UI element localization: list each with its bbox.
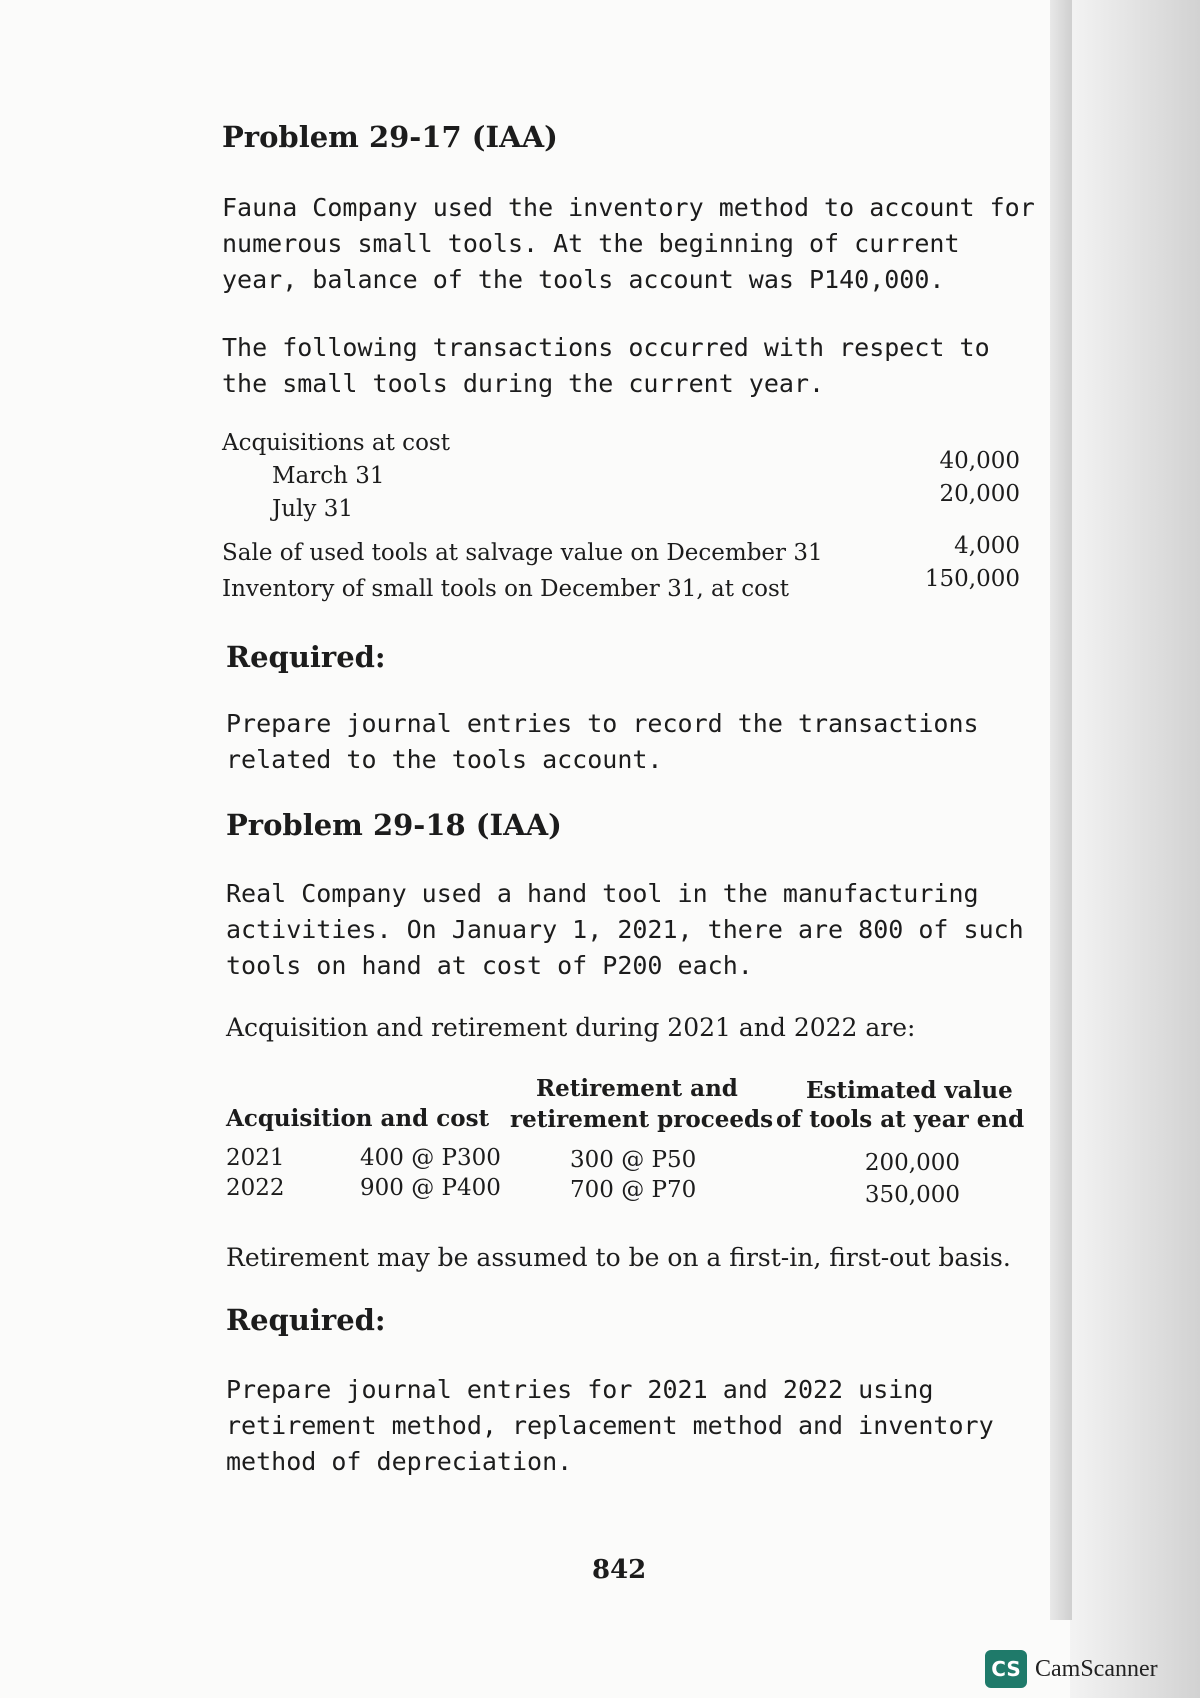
required-text: Prepare journal entries to record the transactions related to the tools account. [226,709,979,774]
problem-intro: Fauna Company used the inventory method to account for numerous small tools. At the beginning of current year, balance of the tools account was P140,000. [222,193,1035,294]
page-fold-shading [1050,0,1072,1620]
required-heading: Required: [226,640,386,674]
page-number: 842 [592,1555,647,1585]
sale-row-value: 4,000 [954,533,1020,559]
col-header-estimated-1: Estimated value [806,1077,1013,1104]
table-cell-acquisition: 900 @ P400 [360,1175,501,1201]
table-cell-acquisition: 400 @ P300 [360,1145,501,1171]
col-header-retirement-2: retirement proceeds [510,1106,774,1133]
problem-intro-2: The following transactions occurred with respect to the small tools during the current year. [222,333,990,398]
acq-row-label: March 31 [272,463,385,489]
problem-intro-2: Acquisition and retirement during 2021 and 2022 are: [226,1013,916,1042]
camscanner-watermark [985,1650,1158,1688]
table-cell-year: 2022 [226,1175,285,1201]
page-edge-shadow [1070,0,1200,1698]
fifo-note: Retirement may be assumed to be on a first-in, first-out basis. [226,1243,1011,1272]
required-text: Prepare journal entries for 2021 and 2022 using retirement method, replacement method and inventory method of depreciation. [226,1375,994,1476]
table-cell-retirement: 700 @ P70 [570,1177,697,1203]
problem-title: Problem 29-18 (IAA) [226,808,562,842]
required-heading: Required: [226,1303,386,1337]
table-cell-year: 2021 [226,1145,285,1171]
acq-row-value: 40,000 [939,448,1020,474]
sale-row-label: Sale of used tools at salvage value on December 31 [222,540,823,566]
acq-row-value: 20,000 [939,481,1020,507]
col-header-estimated-2: of tools at year end [776,1106,1025,1133]
acquisitions-heading: Acquisitions at cost [222,430,450,456]
table-cell-estimated: 350,000 [864,1182,960,1208]
col-header-acquisition: Acquisition and cost [226,1105,490,1132]
inventory-row-label: Inventory of small tools on December 31, at cost [222,576,790,602]
acq-row-label: July 31 [272,496,353,522]
table-cell-retirement: 300 @ P50 [570,1147,697,1173]
inventory-row-value: 150,000 [924,566,1020,592]
problem-intro: Real Company used a hand tool in the manufacturing activities. On January 1, 2021, there are 800 of such tools on hand at cost of P200 each. [226,879,1024,980]
problem-title: Problem 29-17 (IAA) [222,120,558,154]
col-header-retirement-1: Retirement and [536,1075,738,1102]
table-cell-estimated: 200,000 [864,1150,960,1176]
camscanner-logo-icon: CS [985,1650,1027,1688]
camscanner-text: CamScanner [1035,1655,1158,1682]
